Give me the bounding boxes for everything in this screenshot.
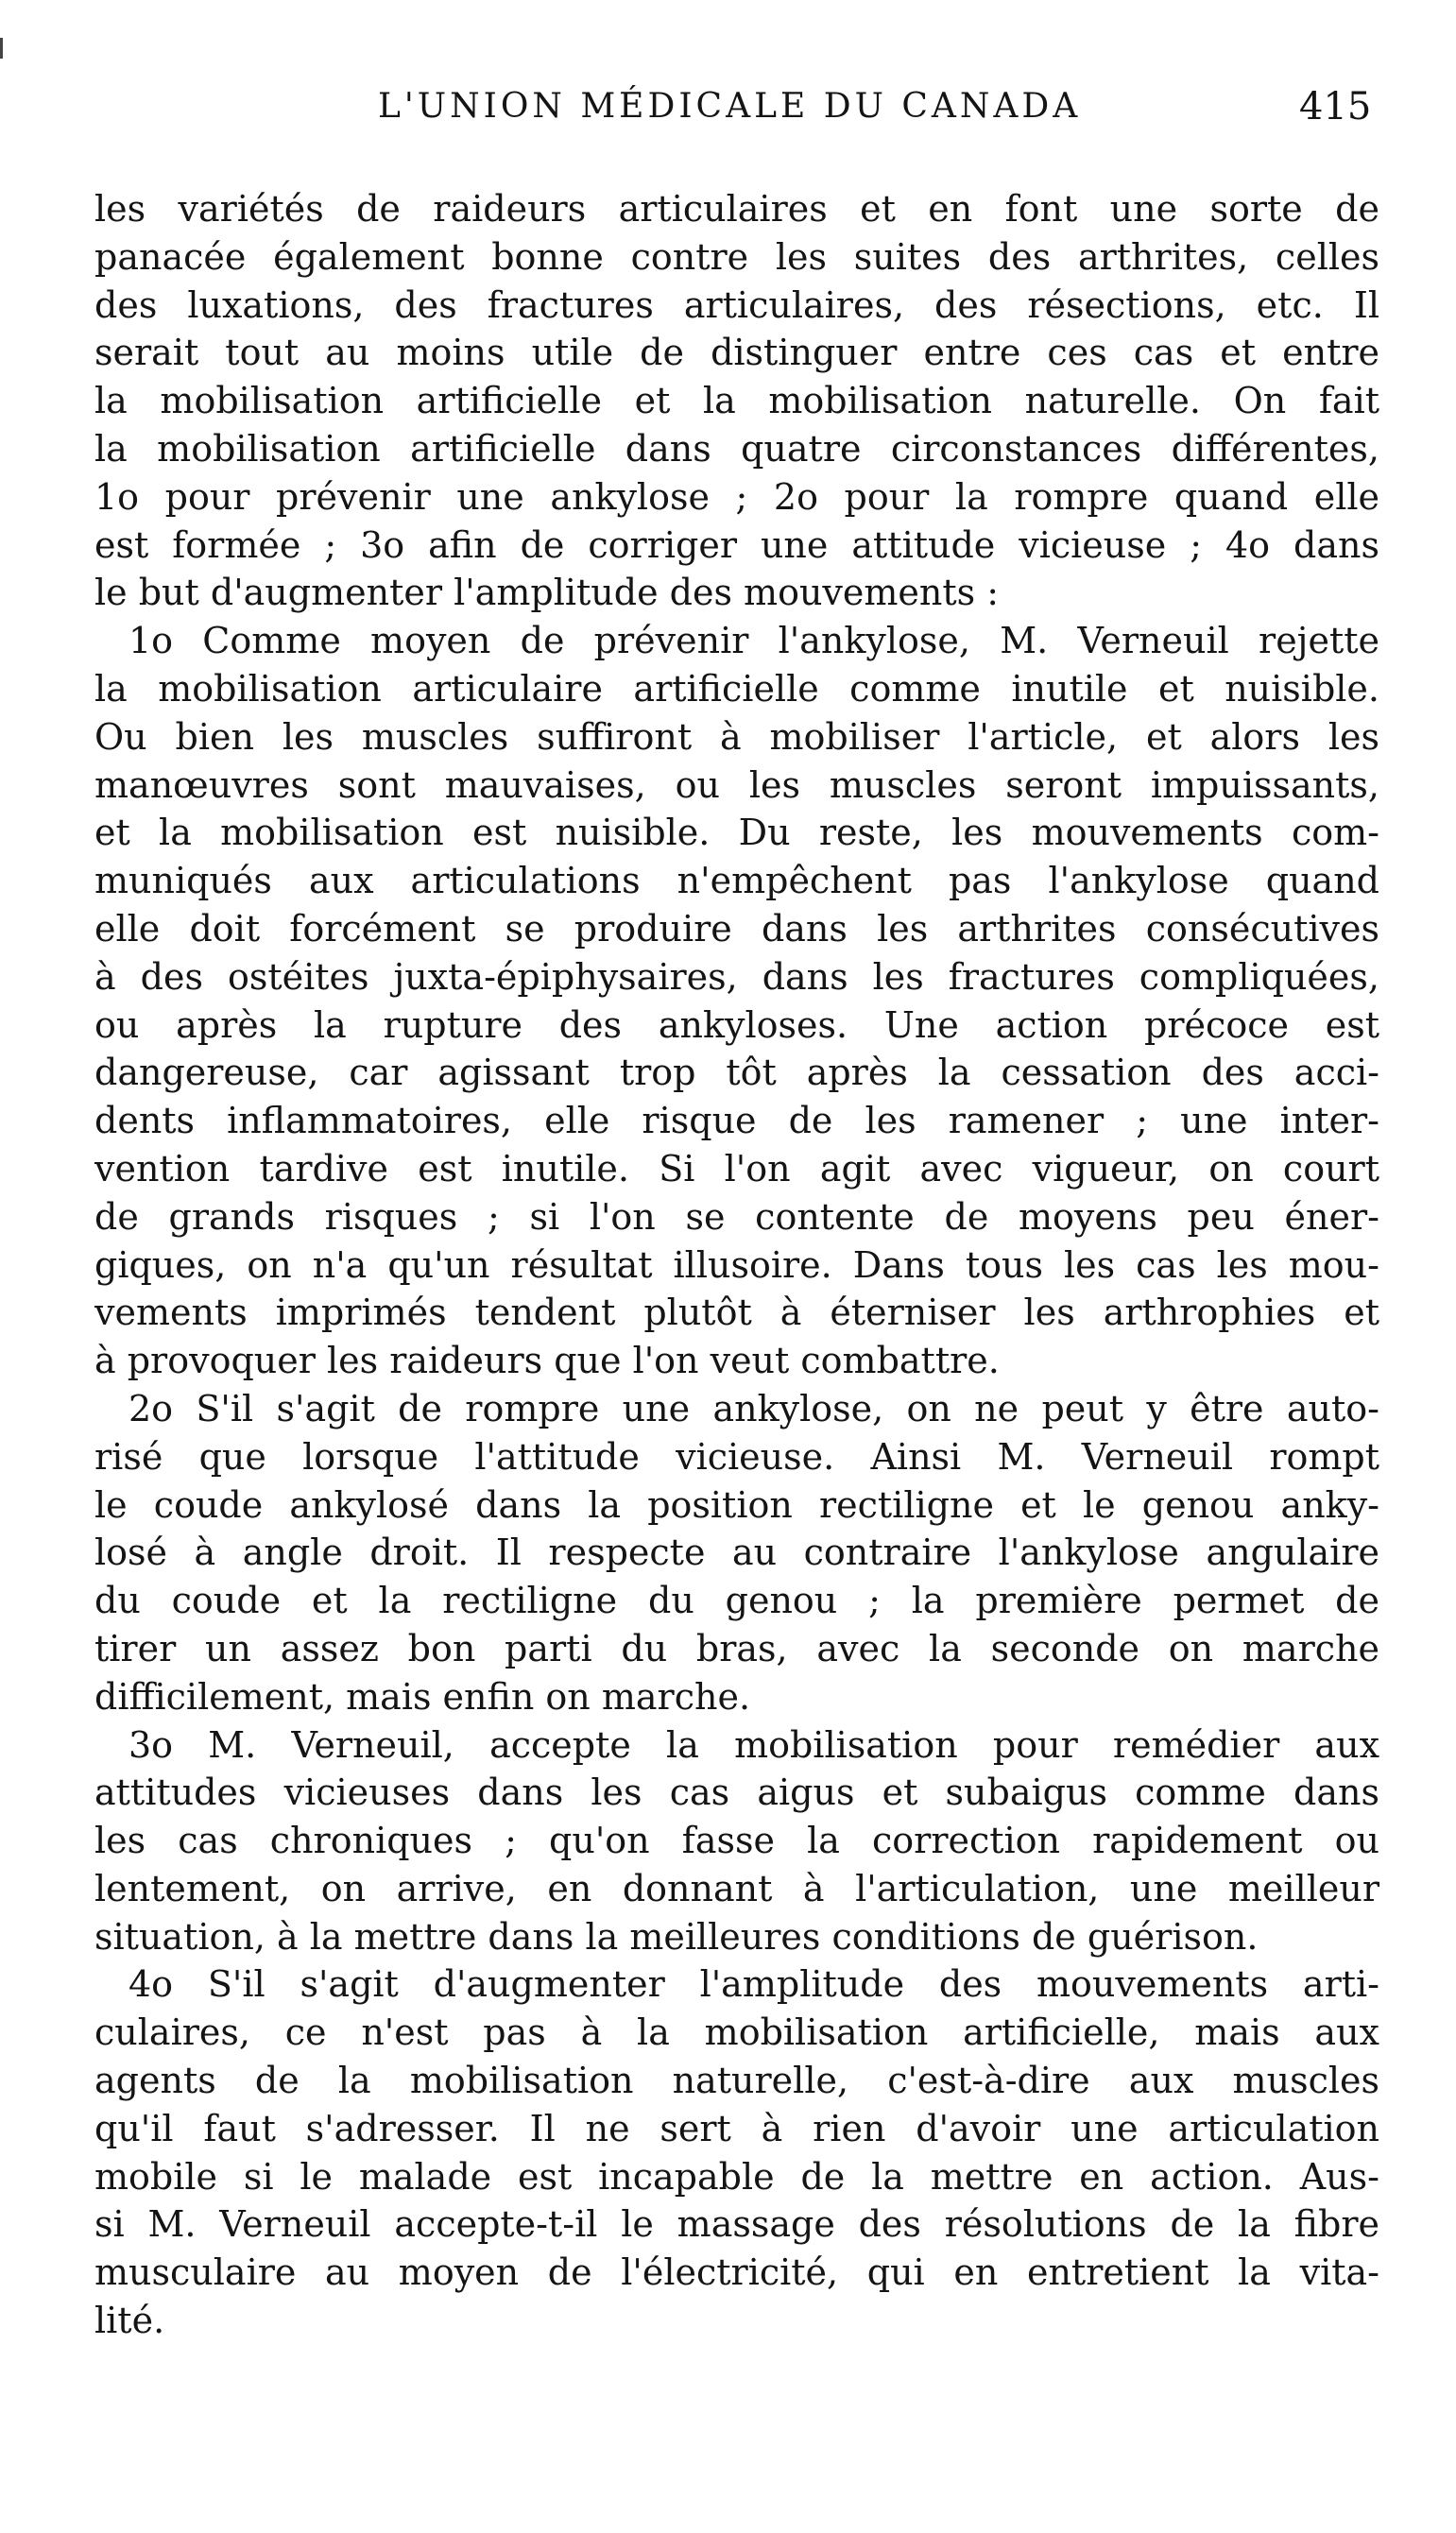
text-line: et la mobilisation est nuisible. Du reste, les mouvements com- bbox=[94, 812, 1379, 854]
text-line: attitudes vicieuses dans les cas aigus et subaigus comme dans bbox=[94, 1771, 1379, 1814]
text-line: les cas chroniques ; qu'on fasse la correction rapidement ou bbox=[94, 1820, 1379, 1862]
text-line: situation, à la mettre dans la meilleures conditions de guérison. bbox=[94, 1915, 1259, 1958]
text-line: lité. bbox=[94, 2300, 165, 2342]
text-line: du coude et la rectiligne du genou ; la première permet de bbox=[94, 1580, 1379, 1622]
text-line: ou après la rupture des ankyloses. Une action précoce est bbox=[94, 1003, 1379, 1046]
margin-mark bbox=[0, 38, 3, 59]
text-line: manœuvres sont mauvaises, ou les muscles seront impuissants, bbox=[94, 763, 1379, 806]
text-line: dents inflammatoires, elle risque de les ramener ; une inter- bbox=[94, 1100, 1379, 1142]
text-line: difficilement, mais enfin on marche. bbox=[94, 1675, 751, 1718]
text-line: tirer un assez bon parti du bras, avec la seconde on marche bbox=[94, 1627, 1379, 1669]
paragraph-first-line: 2o S'il s'agit de rompre une ankylose, on ne peut y être auto- bbox=[128, 1387, 1379, 1429]
text-line: Ou bien les muscles suffiront à mobiliser l'article, et alors les bbox=[94, 715, 1379, 758]
text-line: giques, on n'a qu'un résultat illusoire. Dans tous les cas les mou- bbox=[94, 1243, 1379, 1286]
text-line: lentement, on arrive, en donnant à l'articulation, une meilleur bbox=[94, 1867, 1379, 1909]
text-line: risé que lorsque l'attitude vicieuse. Ainsi M. Verneuil rompt bbox=[94, 1435, 1379, 1478]
text-line: panacée également bonne contre les suites des arthrites, celles bbox=[94, 235, 1379, 278]
text-line: les variétés de raideurs articulaires et en font une sorte de bbox=[94, 188, 1379, 230]
running-head bbox=[0, 87, 1456, 144]
article-body bbox=[94, 185, 1379, 2345]
text-line: le but d'augmenter l'amplitude des mouvements : bbox=[94, 572, 1000, 614]
text-line: à des ostéites juxta-épiphysaires, dans les fractures compliquées, bbox=[94, 955, 1379, 998]
text-line: est formée ; 3o afin de corriger une attitude vicieuse ; 4o dans bbox=[94, 523, 1379, 566]
text-line: vention tardive est inutile. Si l'on agit avec vigueur, on court bbox=[94, 1147, 1379, 1189]
journal-title: L'UNION MÉDICALE DU CANADA bbox=[378, 87, 1082, 126]
text-line: la mobilisation articulaire artificielle comme inutile et nuisible. bbox=[94, 667, 1379, 710]
text-line: si M. Verneuil accepte-t-il le massage des résolutions de la fibre bbox=[94, 2203, 1379, 2246]
text-line: la mobilisation artificielle dans quatre circonstances différentes, bbox=[94, 427, 1379, 470]
text-line: qu'il faut s'adresser. Il ne sert à rien d'avoir une articulation bbox=[94, 2107, 1379, 2149]
text-line: des luxations, des fractures articulaires, des résections, etc. Il bbox=[94, 283, 1379, 326]
text-line: serait tout au moins utile de distinguer entre ces cas et entre bbox=[94, 332, 1379, 374]
text-line: la mobilisation artificielle et la mobilisation naturelle. On fait bbox=[94, 380, 1379, 422]
paragraph-first-line: 3o M. Verneuil, accepte la mobilisation pour remédier aux bbox=[128, 1723, 1379, 1766]
text-line: culaires, ce n'est pas à la mobilisation artificielle, mais aux bbox=[94, 2011, 1379, 2054]
text-line: muniqués aux articulations n'empêchent pas l'ankylose quand bbox=[94, 860, 1379, 902]
text-line: dangereuse, car agissant trop tôt après la cessation des acci- bbox=[94, 1052, 1379, 1094]
paragraph-first-line: 4o S'il s'agit d'augmenter l'amplitude des mouvements arti- bbox=[128, 1963, 1379, 2006]
text-line: 1o pour prévenir une ankylose ; 2o pour la rompre quand elle bbox=[94, 475, 1379, 518]
text-line: musculaire au moyen de l'électricité, qui en entretient la vita- bbox=[94, 2251, 1379, 2294]
text-line: de grands risques ; si l'on se contente de moyens peu éner- bbox=[94, 1195, 1379, 1238]
text-line: elle doit forcément se produire dans les arthrites consécutives bbox=[94, 907, 1379, 950]
text-line: mobile si le malade est incapable de la mettre en action. Aus- bbox=[94, 2155, 1379, 2198]
text-line: à provoquer les raideurs que l'on veut combattre. bbox=[94, 1340, 1000, 1382]
page-number: 415 bbox=[1299, 85, 1372, 128]
text-line: vements imprimés tendent plutôt à éterniser les arthrophies et bbox=[94, 1292, 1379, 1334]
paragraph-first-line: 1o Comme moyen de prévenir l'ankylose, M. Verneuil rejette bbox=[128, 620, 1379, 662]
text-line: losé à angle droit. Il respecte au contraire l'ankylose angulaire bbox=[94, 1532, 1379, 1574]
text-line: le coude ankylosé dans la position rectiligne et le genou anky- bbox=[94, 1483, 1379, 1526]
text-line: agents de la mobilisation naturelle, c'est-à-dire aux muscles bbox=[94, 2060, 1379, 2102]
